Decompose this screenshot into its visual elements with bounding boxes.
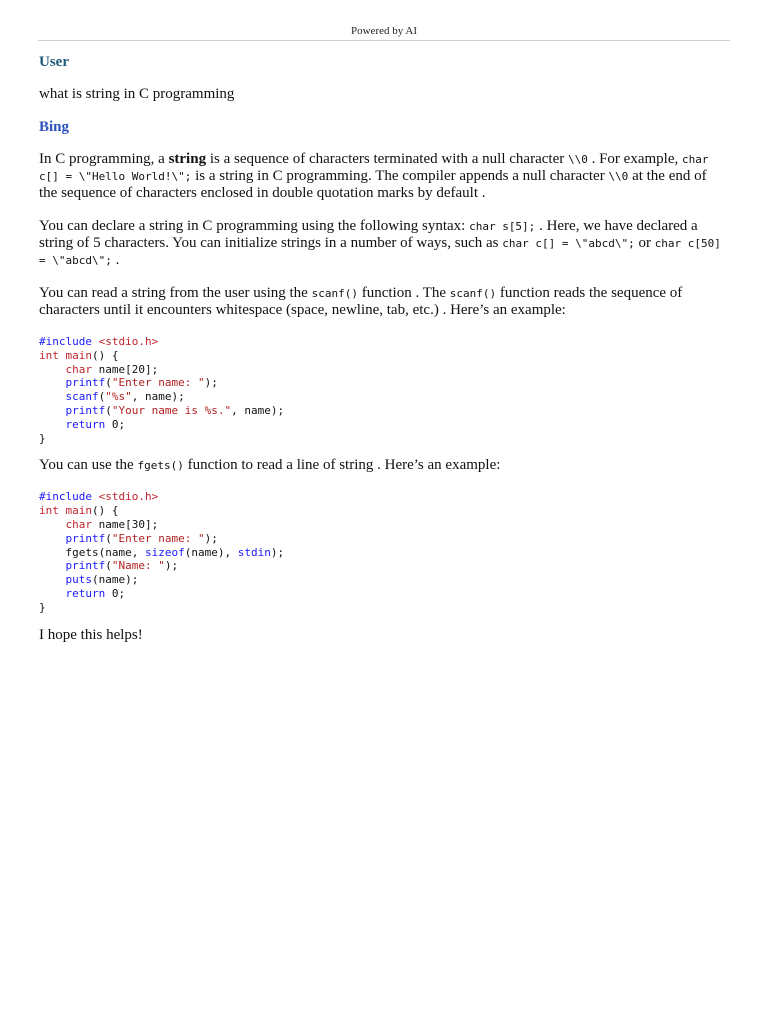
- user-message: what is string in C programming: [39, 86, 235, 102]
- page-header: Powered by AI: [351, 25, 417, 37]
- code-block-scanf: #include <stdio.h> int main() { char name[20]; printf("Enter name: "); scanf("%s", name); printf("Your name is %s.", name); return 0; }: [39, 335, 285, 445]
- code-block-fgets: #include <stdio.h> int main() { char name[30]; printf("Enter name: "); fgets(name, sizeof(name), stdin); printf("Name: "); puts(name); return 0; }: [39, 490, 285, 614]
- string-term: string: [168, 151, 207, 167]
- answer-paragraph-3: You can read a string from the user using the scanf() function . The scanf() function reads the sequence of characters until it encounters whitespace (space, newline, tab, etc.) . Here’s an example:: [39, 285, 683, 318]
- answer-paragraph-2: You can declare a string in C programming using the following syntax: char s[5]; . Here, we have declared a string of 5 characters. You can initialize strings in a number of ways, such as char c[] = \"abcd\"; or char c[50] = \"abcd\"; .: [39, 218, 721, 268]
- header-divider: [38, 40, 730, 41]
- answer-paragraph-4: You can use the fgets() function to read a line of string . Here’s an example:: [39, 457, 501, 474]
- closing-message: I hope this helps!: [39, 626, 143, 643]
- user-label: User: [39, 54, 69, 70]
- conversation: [39, 52, 725, 644]
- answer-paragraph-1: In C programming, a string is a sequence of characters terminated with a null character \\0 . For example, char c[] = \"Hello World!\"; is a string in C programming. The compiler appends a null character \\0 at the end of the sequence of characters enclosed in double quotation marks by default .: [39, 151, 709, 201]
- bing-label: Bing: [39, 119, 70, 135]
